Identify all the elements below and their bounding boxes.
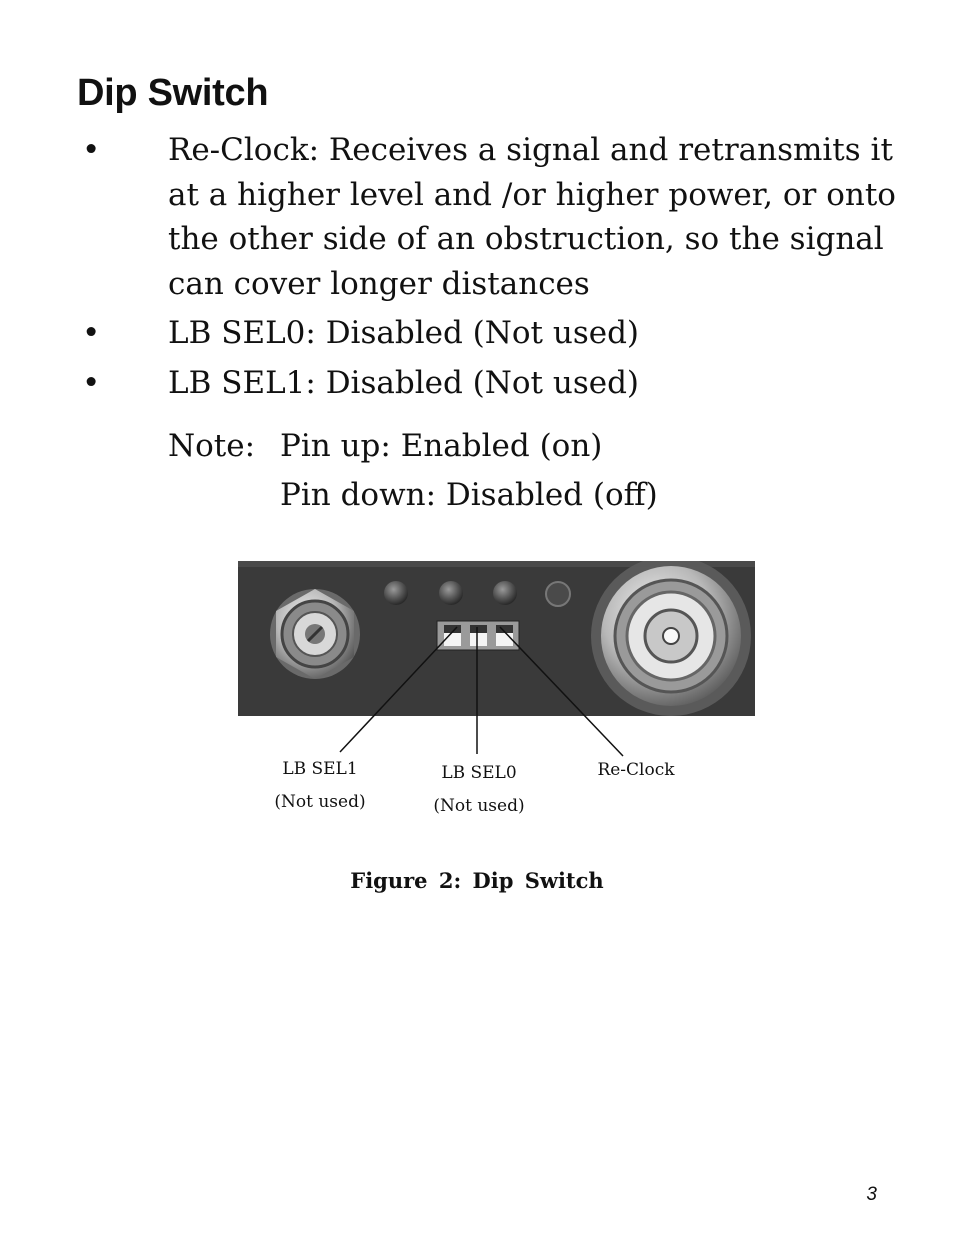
bullet-symbol: •: [82, 132, 101, 168]
led-3-icon: [493, 581, 517, 605]
callout-reclock: [576, 754, 696, 787]
bullet-list: [80, 128, 900, 410]
callout-lb-sel1-subtitle: (Not used): [274, 792, 366, 812]
bullet-symbol: •: [82, 315, 101, 351]
led-1-icon: [384, 581, 408, 605]
section-heading: Dip Switch: [77, 72, 269, 114]
callout-lb-sel1: [255, 753, 385, 819]
led-4-icon: [546, 582, 570, 606]
callout-lb-sel1-title: LB SEL1: [282, 759, 358, 779]
dip-switch-photo: [238, 561, 755, 716]
note-label: Note:: [168, 428, 256, 464]
note-line-1: [168, 422, 658, 471]
page-number: 3: [866, 1184, 877, 1205]
bnc-connector-icon: [591, 561, 751, 716]
callout-lb-sel0: [414, 757, 544, 823]
note-pin-down: Pin down: Disabled (off): [280, 477, 658, 513]
note-pin-up: Pin up: Enabled (on): [280, 428, 603, 464]
bullet-text: Re-Clock: Receives a signal and retransmits it at a higher level and /or higher power, or onto the other side of an obstruction, so the signal can cover longer distances: [168, 132, 896, 302]
bullet-reclock: [80, 128, 900, 306]
bullet-symbol: •: [82, 364, 101, 401]
bullet-lb-sel0: [80, 311, 900, 356]
bullet-text: LB SEL1: Disabled (Not used): [168, 364, 640, 401]
bullet-text: LB SEL0: Disabled (Not used): [168, 315, 640, 351]
bullet-lb-sel1: [80, 361, 900, 406]
callout-lb-sel0-title: LB SEL0: [441, 763, 517, 783]
callout-lb-sel0-subtitle: (Not used): [433, 796, 525, 816]
dip-switch-icon: [437, 621, 519, 650]
callout-reclock-title: Re-Clock: [597, 760, 675, 780]
note-block: [168, 422, 658, 520]
figure-caption: Figure 2: Dip Switch: [350, 868, 604, 893]
led-2-icon: [439, 581, 463, 605]
left-connector-icon: [270, 589, 360, 679]
